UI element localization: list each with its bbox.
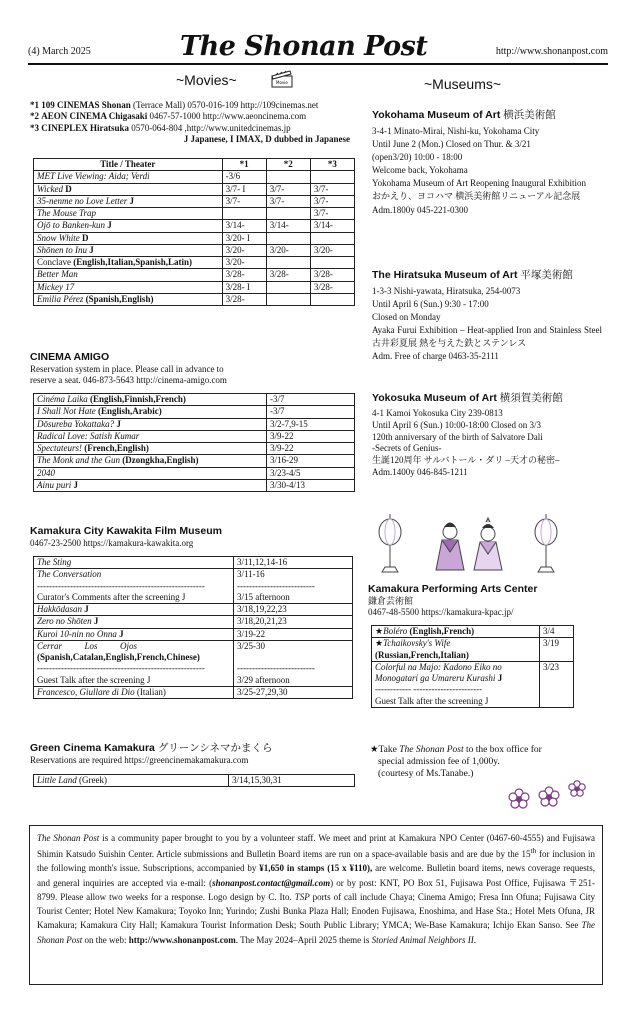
newspaper-title: The Shonan Post [180, 31, 428, 62]
section-heading: Green Cinema Kamakura グリーンシネマかまくら [30, 742, 273, 754]
kawakita-table [33, 556, 353, 699]
table-header [34, 159, 355, 171]
table-row: 35-nenme no Love Letter J 3/7- 3/7- 3/7- [34, 195, 355, 207]
doll-icon [474, 518, 502, 570]
svg-text:Movie: Movie [276, 80, 288, 85]
table-row: 2040 3/23-4/5 [34, 467, 355, 479]
museum-name: The Hiratsuka Museum of Art 平塚美術館 [372, 269, 573, 281]
table-row: Zero no Shōten J 3/18,20,21,23 [34, 616, 353, 628]
museum-name: Yokosuka Museum of Art 横須賀美術館 [372, 392, 563, 404]
doll-icon [436, 523, 464, 571]
clapperboard-icon [270, 70, 294, 88]
table-row: Wicked D 3/7- I 3/7- 3/7- [34, 183, 355, 195]
issue-label: (4) March 2025 [28, 46, 91, 57]
table-row: Ojō to Banken-kun J 3/14- 3/14- 3/14- [34, 220, 355, 232]
green-table [33, 774, 355, 787]
movies-heading: ~Movies~ [176, 72, 237, 88]
lantern-icon [535, 514, 557, 572]
footer-box: The Shonan Post is a community paper brought to you by a volunteer staff. We meet and print at Kamakura NPO Center (0467-60-4555) and Fujisawa Shimin Katsudo Suishin Center. Article submissions and Bulletin Board items are run on a space-available basis and are due by the 15th for inclusion in the following month's issue. Subscriptions, accompanied by ¥1,650 in stamps (15 x ¥110), are welcome. Bulletin board items, news coverage requests, and general inquiries are accepted via e-mail: (shonanpost.contact@gmail.com) or by post: KNT, PO Box 51, Fujisawa Post Office, Fujisawa 〒251-8799. Please allow two weeks for a response. Logo design by C. Ito. TSP ports of call include Chaya; Cinema Amigo; Fresa Inn Ofuna; Fujisawa City Tourist Center; Hotel New Kamakura; Toyoko Inn; Yurindo; Zushi Bunka Plaza Hall; Enoden Fujisawa, Enoshima, and Hase Sta.; Hotel Mets Ofuna, JR Kamakura; Kamakura City Hall; Kamakura Tourist Information Desk; South Public Library; YMCA; We-Base Kamakura; Ichijo Ekan Sanso. See The Shonan Post on the web: http://www.shonanpost.com. The May 2024–April 2025 theme is Storied Animal Neighbors II. [29, 825, 603, 985]
col-theater-3: *3 [310, 159, 354, 171]
table-row: Kuroi 10-nin no Onna J 3/19-22 [34, 628, 353, 640]
museum-yokohama: Yokohama Museum of Art 横浜美術館 3-4-1 Minato-Mirai, Nishi-ku, Yokohama City Until June 2 (Mon.) Closed on Thur. & 3/21 (open3/20) 10:00 - 18:00 Welcome back, Yokohama Yokohama Museum of Art Reopening Inaugural Exhibition おかえり、ヨコハマ 横浜美術館リニューアル記念展 Adm.1800y 045-221-0300 [372, 108, 602, 217]
cinema-1: *1 109 CINEMAS Shonan (Terrace Mall) 0570-016-109 http://109cinemas.net [30, 100, 319, 110]
cinema-amigo-section [30, 351, 360, 387]
table-row: Spectateurs! (French,English) 3/9-22 [34, 443, 355, 455]
table-row: Emilia Pérez (Spanish,English) 3/28- [34, 293, 355, 305]
section-heading: Kamakura City Kawakita Film Museum [30, 525, 222, 537]
kpac-section [368, 583, 603, 619]
cherry-blossom-icon [505, 775, 595, 815]
table-row: The Mouse Trap 3/7- [34, 208, 355, 220]
table-row: MET Live Viewing: Aida; Verdi -3/6 [34, 171, 355, 183]
amigo-table [33, 393, 355, 492]
table-row: Francesco, Giullare di Dio (Italian) 3/25-27,29,30 [34, 686, 353, 698]
table-row: Cinéma Laika (English,Finnish,French) -3/7 [34, 394, 355, 406]
green-note: Reservations are required https://greencinemakamakura.com [30, 755, 249, 766]
amigo-contact: reserve a seat. 046-873-5643 http://cinema-amigo.com [30, 375, 227, 386]
kpac-contact: 0467-48-5500 https://kamakura-kpac.jp/ [368, 607, 514, 618]
kawakita-contact: 0467-23-2500 https://kamakura-kawakita.org [30, 538, 194, 549]
table-row: Better Man 3/28- 3/28- 3/28- [34, 269, 355, 281]
table-row: Snow White D 3/20- I [34, 232, 355, 244]
table-row: Hakkōdasan J 3/18,19,22,23 [34, 604, 353, 616]
table-row: Radical Love: Satish Kumar 3/9-22 [34, 430, 355, 442]
cinema-3: *3 CINEPLEX Hiratsuka 0570-064-804 ,http://www.unitedcinemas.jp [30, 122, 291, 133]
hina-dolls-illustration [370, 512, 570, 578]
masthead [28, 30, 608, 66]
table-row: Shōnen to Inu J 3/20- 3/20- 3/20- [34, 244, 355, 256]
email-link[interactable]: shonanpost.contact@gmail.com [212, 877, 331, 888]
museums-heading: ~Museums~ [424, 76, 502, 92]
legend: J Japanese, I IMAX, D dubbed in Japanese [183, 133, 350, 144]
website-url[interactable]: http://www.shonanpost.com [495, 46, 608, 57]
cinema-2: *2 AEON CINEMA Chigasaki 0467-57-1000 http://www.aeoncinema.com [30, 111, 307, 122]
table-row: Mickey 17 3/28- I 3/28- [34, 281, 355, 293]
museum-name: Yokohama Museum of Art 横浜美術館 [372, 109, 556, 121]
section-heading: CINEMA AMIGO [30, 351, 110, 363]
table-row: I Shall Not Hate (English,Arabic) -3/7 [34, 406, 355, 418]
table-row: The Sting 3/11,12,14-16 [34, 557, 353, 569]
col-theater-2: *2 [266, 159, 310, 171]
table-row: ★Boléro (English,French) 3/4 [372, 626, 574, 638]
table-row: Cerrar Los Ojos (Spanish,Catalan,English,French,Chinese) -------------------------------------------------------- Guest Talk after the screening J 3/25-30 -------------------------- 3/29 afternoon [34, 640, 353, 686]
table-row: Conclave (English,Italian,Spanish,Latin) 3/20- [34, 257, 355, 269]
museum-hiratsuka: The Hiratsuka Museum of Art 平塚美術館 1-3-3 Nishi-yawata, Hiratsuka, 254-0073 Until April 6 (Sun.) 9:30 - 17:00 Closed on Monday Ayaka Furui Exhibition – Heat-applied Iron and Stainless Steel 古井彩夏展 熱を与えた鉄とステンレス Adm. Free of charge 0463-35-2111 [372, 269, 602, 362]
museum-yokosuka: Yokosuka Museum of Art 横須賀美術館 4-1 Kamoi Yokosuka City 239-0813 Until April 6 (Sun.) 10:00-18:00 Closed on 3/3 120th anniversary of the birth of Salvatore Dali -Secrets of Genius- 生誕120周年 サルバトール・ダリ –天才の秘密– Adm.1400y 046-845-1211 [372, 392, 602, 479]
table-row: The Monk and the Gun (Dzongkha,English) 3/16-29 [34, 455, 355, 467]
col-title: Title / Theater [34, 159, 223, 171]
table-row: Ainu puri J 3/30-4/13 [34, 479, 355, 491]
lantern-icon [379, 514, 401, 572]
table-row: ★Tchaikovsky's Wife (Russian,French,Italian) 3/19 [372, 638, 574, 662]
green-cinema-section [30, 742, 360, 766]
kpac-table [371, 625, 574, 708]
header-rule [28, 63, 608, 65]
kawakita-section [30, 525, 360, 549]
section-heading: Kamakura Performing Arts Center [368, 583, 538, 595]
col-theater-1: *1 [222, 159, 266, 171]
table-row: Colorful na Majo: Kadono Eiko no Monogatari ga Umareru Kurashi J ------------ ----------------------- Guest Talk after the screening J 3/23 [372, 661, 574, 707]
table-row: Little Land (Greek) 3/14,15,30,31 [34, 775, 355, 787]
table-row: Dōsureba Yokattaka? J 3/2-7,9-15 [34, 418, 355, 430]
web-link[interactable]: http://www.shonanpost.com [128, 934, 236, 945]
movie-schedule-table [33, 158, 355, 306]
table-row: The Conversation -------------------------------------------------------- Curator's Comments after the screening J 3/11-16 -------------------------- 3/15 afternoon [34, 569, 353, 604]
kpac-title-jp: 鎌倉芸術館 [368, 596, 414, 607]
amigo-note: Reservation system in place. Please call in advance to [30, 364, 224, 375]
cinema-list [30, 100, 360, 145]
admission-note: ★Take The Shonan Post to the box office for special admission fee of 1,000y. (courtesy of Ms.Tanabe.) [370, 745, 542, 779]
